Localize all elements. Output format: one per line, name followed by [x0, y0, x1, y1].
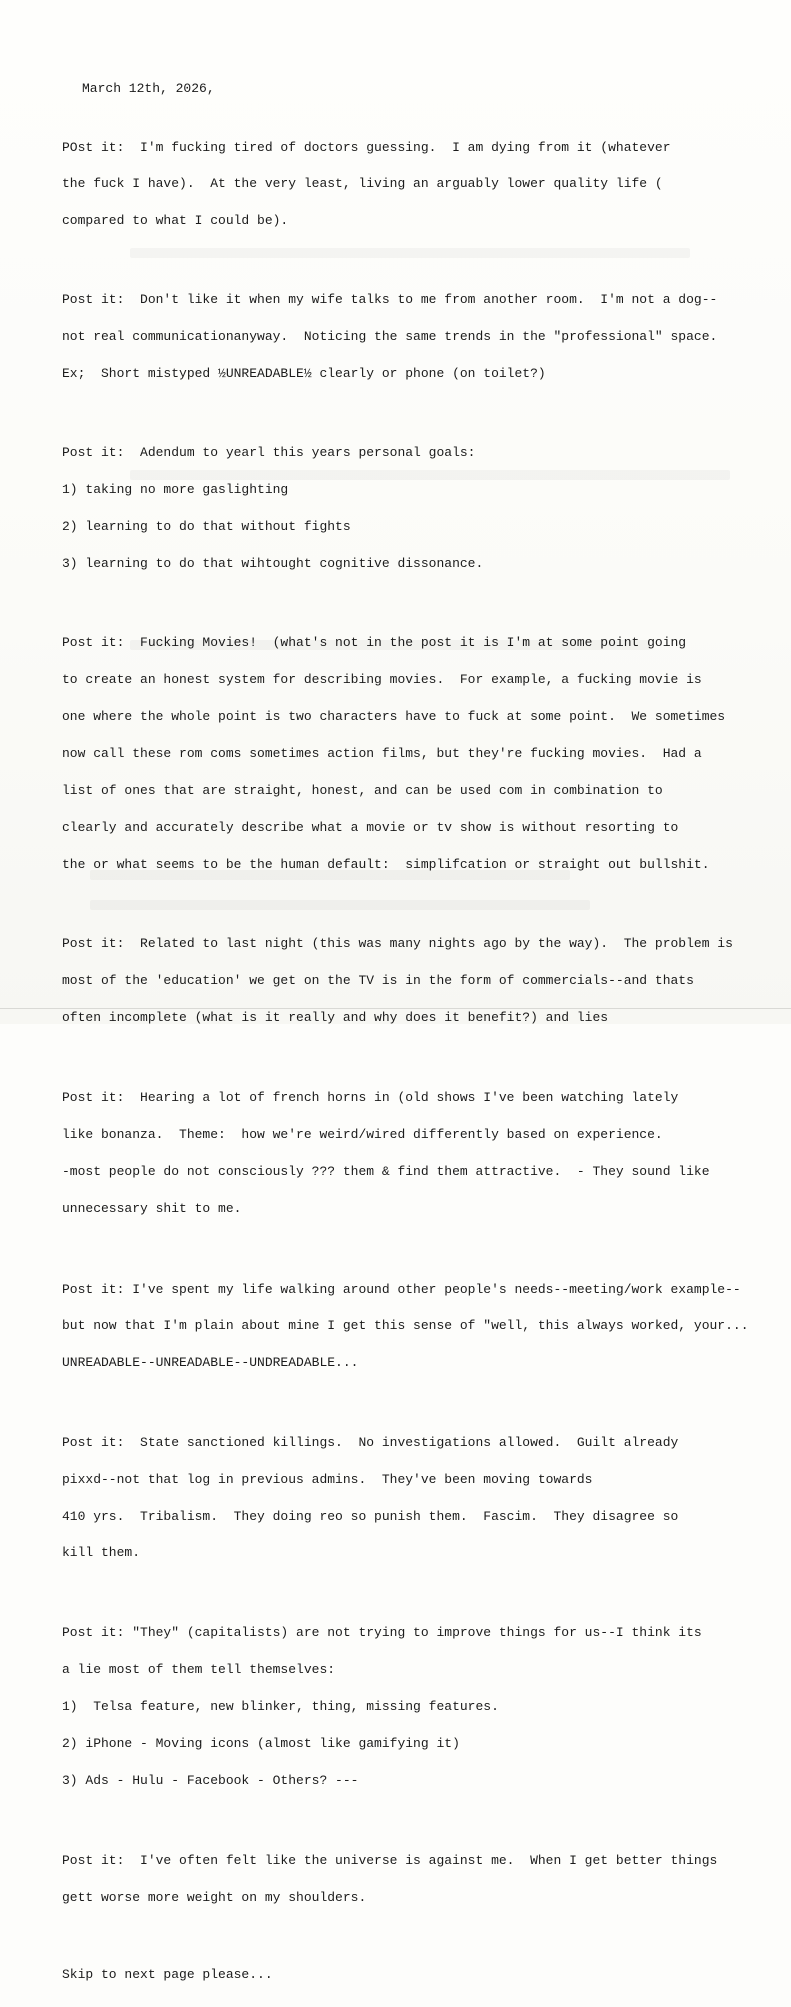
- closing-line: [62, 1945, 762, 2006]
- entry-line: gett worse more weight on my shoulders.: [62, 1889, 367, 1905]
- page-edge-line: [0, 1008, 791, 1009]
- entry-line: a lie most of them tell themselves:: [62, 1661, 336, 1677]
- post-entry: [62, 1830, 762, 1928]
- post-entry: [62, 269, 762, 404]
- entry-line: the or what seems to be the human default: simplifcation or straight out bullshit.: [62, 856, 710, 872]
- post-entry: [62, 1068, 762, 1240]
- entry-line: Post it: Adendum to yearl this years personal goals:: [62, 445, 476, 461]
- post-entry: [62, 914, 762, 1049]
- post-entry: [62, 1259, 762, 1394]
- entry-line: Ex; Short mistyped ½UNREADABLE½ clearly or phone (on toilet?): [62, 365, 546, 381]
- entry-line: like bonanza. Theme: how we're weird/wired differently based on experience.: [62, 1127, 663, 1143]
- entry-line: Post it: I've often felt like the universe is against me. When I get better things: [62, 1853, 718, 1868]
- entry-line: Post it: I've spent my life walking around other people's needs--meeting/work example--: [62, 1281, 741, 1297]
- entry-line: Post it: Related to last night (this was many nights ago by the way). The problem is: [62, 936, 733, 952]
- post-entry: [62, 423, 762, 595]
- entry-line: Post it: Hearing a lot of french horns in (old shows I've been watching lately: [62, 1090, 679, 1106]
- entry-line: 3) learning to do that wihtought cognitive dissonance.: [62, 555, 484, 571]
- entry-line: pixxd--not that log in previous admins. They've been moving towards: [62, 1471, 593, 1487]
- entry-line: most of the 'education' we get on the TV is in the form of commercials--and thats: [62, 973, 694, 988]
- entry-line: often incomplete (what is it really and why does it benefit?) and lies: [62, 1009, 609, 1025]
- document-date: March 12th, 2026,: [82, 81, 215, 96]
- document-body: [62, 76, 762, 2006]
- entry-line: Post it: Fucking Movies! (what's not in the post it is I'm at some point going: [62, 635, 687, 651]
- entry-line: 1) Telsa feature, new blinker, thing, missing features.: [62, 1698, 499, 1714]
- entry-line: Post it: "They" (capitalists) are not trying to improve things for us--I think its: [62, 1624, 702, 1640]
- entry-line: list of ones that are straight, honest, and can be used com in combination to: [62, 782, 663, 798]
- entry-line: -most people do not consciously ??? them & find them attractive. - They sound like: [62, 1164, 710, 1180]
- post-entry: [62, 1602, 762, 1811]
- entry-line: not real communicationanyway. Noticing the same trends in the "professional" space.: [62, 328, 718, 344]
- closing-text: Skip to next page please...: [62, 1967, 273, 1983]
- entry-line: Post it: State sanctioned killings. No investigations allowed. Guilt already: [62, 1434, 679, 1450]
- entry-line: 3) Ads - Hulu - Facebook - Others? ---: [62, 1772, 359, 1788]
- entry-line: kill them.: [62, 1545, 141, 1561]
- entry-line: 2) learning to do that without fights: [62, 518, 351, 534]
- entry-line: 1) taking no more gaslighting: [62, 482, 289, 498]
- entry-line: now call these rom coms sometimes action films, but they're fucking movies. Had a: [62, 745, 702, 761]
- entry-line: 2) iPhone - Moving icons (almost like gamifying it): [62, 1735, 460, 1751]
- entry-line: Post it: Don't like it when my wife talks to me from another room. I'm not a dog--: [62, 291, 718, 307]
- entry-line: clearly and accurately describe what a movie or tv show is without resorting to: [62, 819, 679, 835]
- entry-line: UNREADABLE--UNREADABLE--UNDREADABLE...: [62, 1355, 359, 1371]
- post-entry: [62, 117, 762, 252]
- post-entry: [62, 1412, 762, 1584]
- entry-line: the fuck I have). At the very least, living an arguably lower quality life (: [62, 176, 663, 192]
- post-entry: [62, 613, 762, 896]
- entry-line: but now that I'm plain about mine I get this sense of "well, this always worked, your...: [62, 1318, 749, 1334]
- entry-line: to create an honest system for describing movies. For example, a fucking movie is: [62, 672, 702, 688]
- entry-line: unnecessary shit to me.: [62, 1201, 242, 1217]
- entry-line: one where the whole point is two characters have to fuck at some point. We sometimes: [62, 709, 726, 725]
- entry-line: 410 yrs. Tribalism. They doing reo so punish them. Fascim. They disagree so: [62, 1508, 679, 1524]
- entry-line: compared to what I could be).: [62, 213, 289, 229]
- entry-line: POst it: I'm fucking tired of doctors guessing. I am dying from it (whatever: [62, 139, 671, 155]
